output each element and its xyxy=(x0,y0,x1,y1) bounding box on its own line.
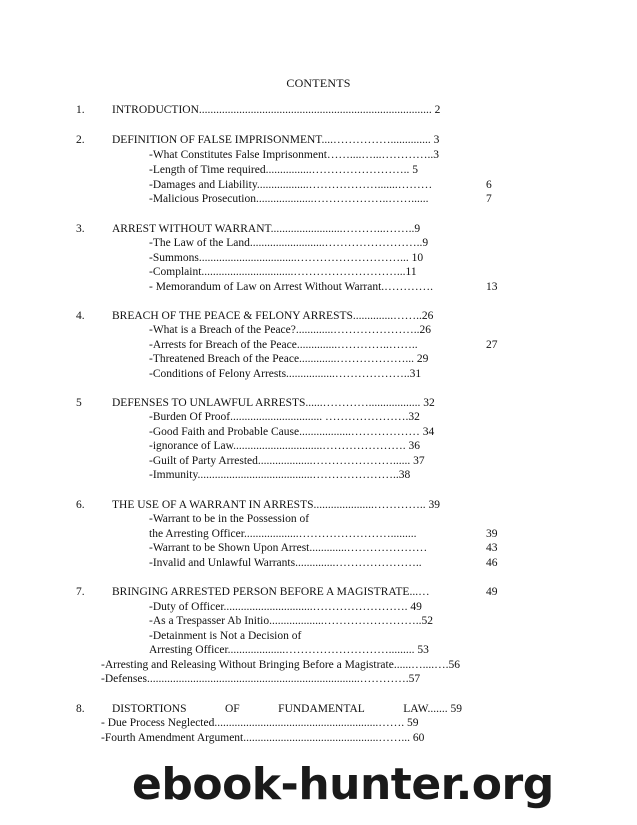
heading-word: FUNDAMENTAL xyxy=(278,703,365,715)
toc-entry: -Conditions of Felony Arrests.................………………..31 xyxy=(149,368,422,380)
section-number: 2. xyxy=(76,134,85,146)
toc-entry: the Arresting Officer...................……………………......... xyxy=(149,528,417,540)
toc-entry: -Good Faith and Probable Cause..................……………… 34 xyxy=(149,426,435,438)
toc-entry: -Malicious Prosecution....................………………..……...... xyxy=(149,193,429,205)
section-number: 6. xyxy=(76,499,85,511)
toc-entry: -Damages and Liability..................……………….......……… xyxy=(149,179,433,191)
toc-entry: Arresting Officer....................………………………......... 53 xyxy=(149,644,429,656)
toc-entry: - Memorandum of Law on Arrest Without Warrant.…………. xyxy=(149,281,434,293)
watermark: ebook-hunter.org xyxy=(132,759,554,810)
page-number: 13 xyxy=(486,281,498,293)
toc-entry: -What is a Breach of the Peace?.............…………………..26 xyxy=(149,324,431,336)
page-number: 43 xyxy=(486,542,498,554)
page-number: 39 xyxy=(486,528,498,540)
toc-entry: -Duty of Officer...............................……………………. 49 xyxy=(149,601,422,613)
toc-entry: -As a Trespasser Ab Initio...................……………………..52 xyxy=(149,615,433,627)
section-heading: BREACH OF THE PEACE & FELONY ARRESTS..............……..26 xyxy=(112,310,434,322)
page-number: 6 xyxy=(486,179,492,191)
toc-entry: -Guilt of Party Arrested...................…………………...... 37 xyxy=(149,455,425,467)
toc-entry: -Complaint................................………………………...11 xyxy=(149,266,417,278)
section-heading: DEFINITION OF FALSE IMPRISONMENT....…………….............. 3 xyxy=(112,134,440,146)
page-number: 46 xyxy=(486,557,498,569)
section-number: 5 xyxy=(76,397,82,409)
heading-word: DISTORTIONS xyxy=(112,703,187,715)
section-number: 1. xyxy=(76,104,85,116)
section-heading: ARREST WITHOUT WARRANT.........................………...……..9 xyxy=(112,223,421,235)
section-heading: INTRODUCTION................................................................................. 2 xyxy=(112,104,441,116)
toc-entry: -Length of Time required................…………………….. 5 xyxy=(149,164,418,176)
toc-entry: -Threatened Breach of the Peace.............………………... 29 xyxy=(149,353,429,365)
page-title: CONTENTS xyxy=(286,76,351,90)
section-heading: THE USE OF A WARRANT IN ARRESTS.....................………….. 39 xyxy=(112,499,440,511)
toc-entry: -Warrant to be Shown Upon Arrest.............………………… xyxy=(149,542,428,554)
section-heading xyxy=(112,702,462,716)
section-number: 3. xyxy=(76,223,85,235)
toc-entry: -Burden Of Proof................................ ………………….32 xyxy=(149,411,420,423)
section-heading: BRINGING ARRESTED PERSON BEFORE A MAGISTRATE...… xyxy=(112,586,430,598)
toc-entry: -Arrests for Breach of the Peace..............…………..…….. xyxy=(149,339,418,351)
toc-entry: -Detainment is Not a Decision of xyxy=(149,630,302,642)
toc-entry: -Arresting and Releasing Without Bringing Before a Magistrate......…....….56 xyxy=(101,659,460,671)
toc-entry: -Warrant to be in the Possession of xyxy=(149,513,310,525)
heading-word: OF xyxy=(224,703,240,715)
toc-entry: -Immunity........................................…………………..38 xyxy=(149,469,411,481)
section-number: 7. xyxy=(76,586,85,598)
section-number: 8. xyxy=(76,703,85,715)
section-heading: DEFENSES TO UNLAWFUL ARRESTS......………….................. 32 xyxy=(112,397,435,409)
toc-entry: -Fourth Amendment Argument...............................................……... 60 xyxy=(101,732,425,744)
page-number: 7 xyxy=(486,193,492,205)
heading-word: LAW....... 59 xyxy=(403,703,462,715)
toc-entry: -ignorance of Law...............................…………………. 36 xyxy=(149,440,421,452)
section-number: 4. xyxy=(76,310,85,322)
page-number: 27 xyxy=(486,339,498,351)
page-number: 49 xyxy=(486,586,498,598)
toc-entry: -Summons..................................………………………... 10 xyxy=(149,252,424,264)
toc-entry: -What Constitutes False Imprisonment……....…...…………..3 xyxy=(149,149,440,161)
toc-entry: -Defenses..........................................................................………….57 xyxy=(101,673,421,685)
toc-entry: -Invalid and Unlawful Warrants..............………………….. xyxy=(149,557,422,569)
toc-entry: -The Law of the Land..........................……………………..9 xyxy=(149,237,429,249)
toc-entry: - Due Process Neglected.........................................................……. 59 xyxy=(101,717,419,729)
